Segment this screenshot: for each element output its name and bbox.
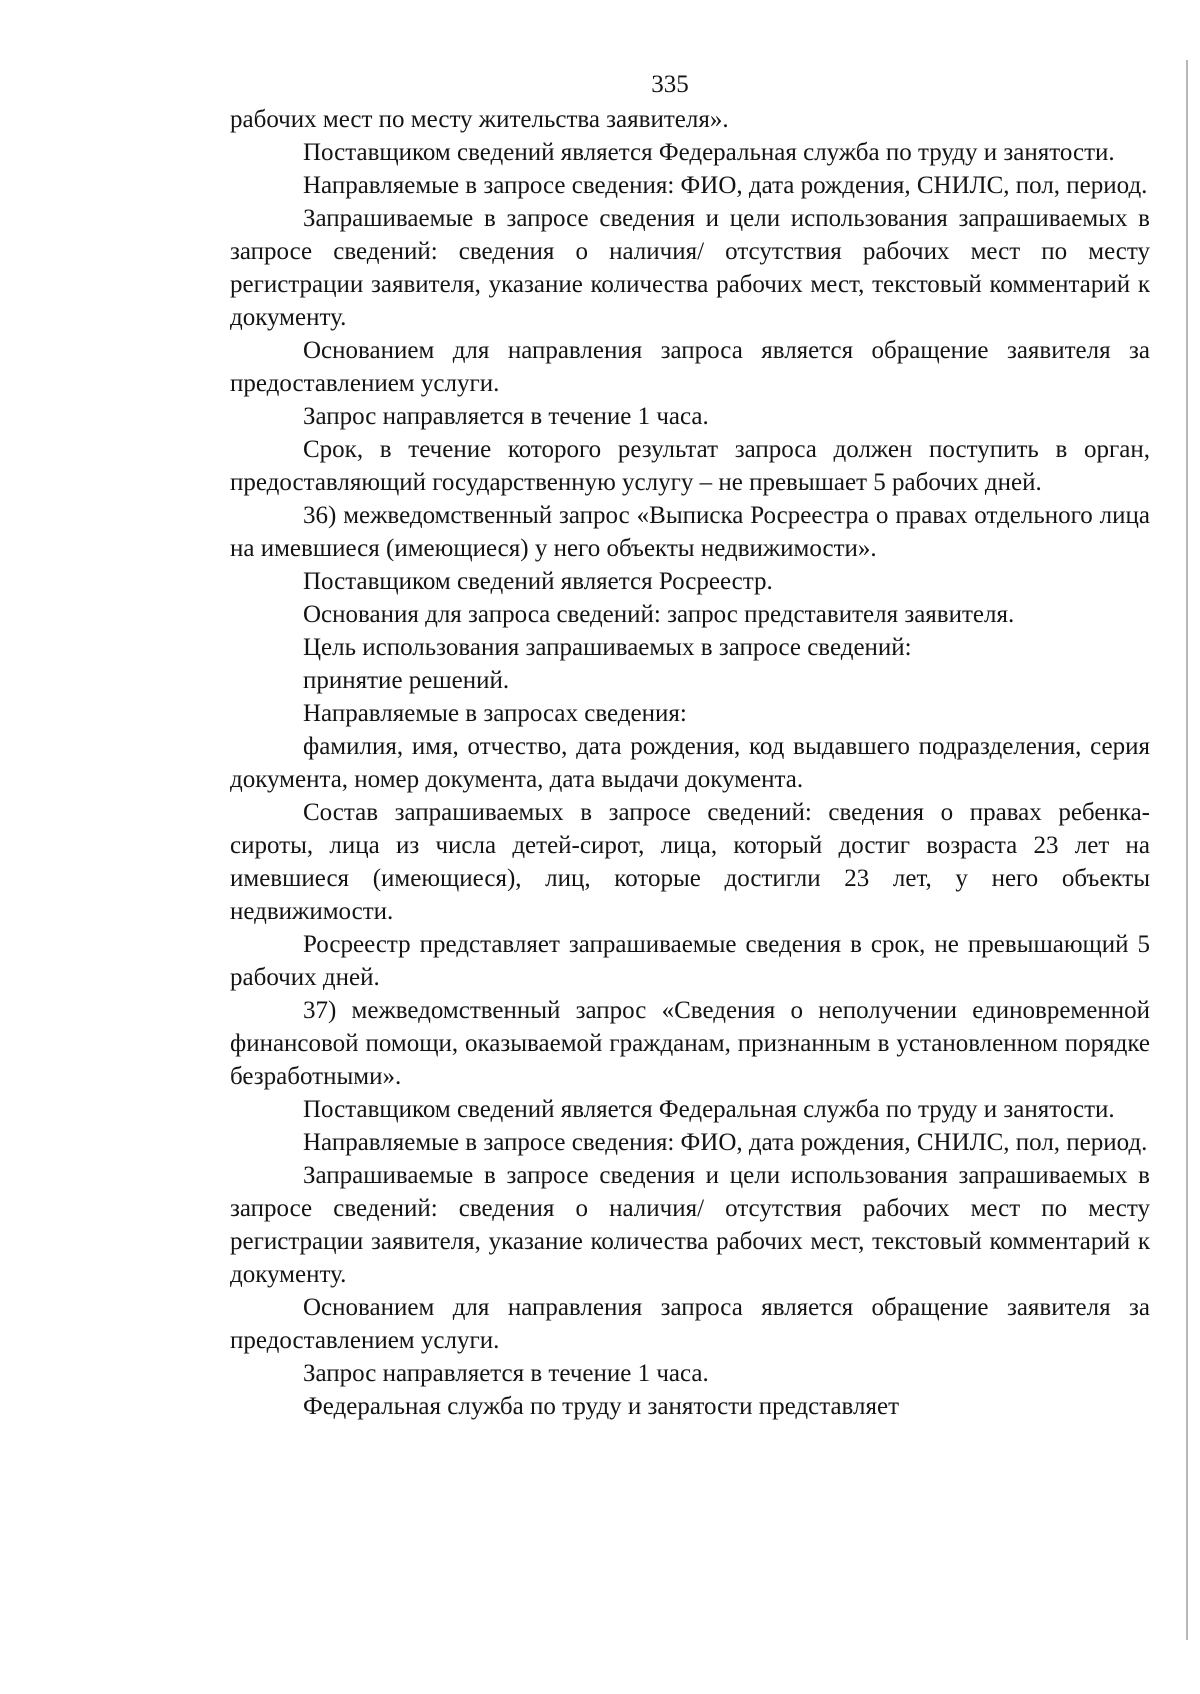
paragraph: Поставщиком сведений является Росреестр.: [303, 568, 773, 595]
paragraph: Запрашиваемые в запросе сведения и цели использования запрашиваемых в запросе сведений: сведения о наличия/ отсутствия рабочих мест по месту регистрации заявителя, указание количества рабочих мест, текстовый комментарий к документу.: [230, 1162, 1150, 1288]
page-number: 335: [651, 71, 689, 98]
paragraph: Направляемые в запросах сведения:: [303, 700, 687, 727]
paragraph: Поставщиком сведений является Федеральная служба по труду и занятости.: [303, 1096, 1115, 1123]
paragraph-item-36: 36) межведомственный запрос «Выписка Росреестра о правах отдельного лица на имевшиеся (имеющиеся) у него объекты недвижимости».: [230, 502, 1150, 562]
paragraph: Состав запрашиваемых в запросе сведений: сведения о правах ребенка-сироты, лица из числа детей-сирот, лица, который достиг возраста 23 лет на имевшиеся (имеющиеся), лиц, которые достигли 23 лет, у него объекты недвижимости.: [230, 799, 1150, 925]
paragraph: фамилия, имя, отчество, дата рождения, код выдавшего подразделения, серия документа, номер документа, дата выдачи документа.: [230, 733, 1150, 793]
paragraph: Основанием для направления запроса является обращение заявителя за предоставлением услуги.: [230, 337, 1150, 397]
paragraph: Запрос направляется в течение 1 часа.: [303, 1360, 709, 1387]
paragraph: Росреестр представляет запрашиваемые сведения в срок, не превышающий 5 рабочих дней.: [230, 931, 1150, 991]
paragraph: Направляемые в запросе сведения: ФИО, дата рождения, СНИЛС, пол, период.: [303, 172, 1148, 199]
paragraph: Запрашиваемые в запросе сведения и цели использования запрашиваемых в запросе сведений: сведения о наличия/ отсутствия рабочих мест по месту регистрации заявителя, указание количества рабочих мест, текстовый комментарий к документу.: [230, 205, 1150, 331]
paragraph-item-37: 37) межведомственный запрос «Сведения о неполучении единовременной финансовой помощи, оказываемой гражданам, признанным в установленном порядке безработными».: [230, 997, 1150, 1090]
paragraph: Основания для запроса сведений: запрос представителя заявителя.: [303, 601, 1015, 628]
paragraph: Срок, в течение которого результат запроса должен поступить в орган, предоставляющий государственную услугу – не превышает 5 рабочих дней.: [230, 436, 1150, 496]
paragraph-continuation: рабочих мест по месту жительства заявителя».: [230, 106, 729, 133]
paragraph: Направляемые в запросе сведения: ФИО, дата рождения, СНИЛС, пол, период.: [303, 1129, 1148, 1156]
paragraph: Поставщиком сведений является Федеральная служба по труду и занятости.: [303, 139, 1115, 166]
paragraph: принятие решений.: [303, 667, 510, 694]
paragraph: Основанием для направления запроса является обращение заявителя за предоставлением услуги.: [230, 1294, 1150, 1354]
paragraph: Цель использования запрашиваемых в запросе сведений:: [303, 634, 912, 661]
document-body: [230, 103, 1150, 1423]
paragraph: Запрос направляется в течение 1 часа.: [303, 403, 709, 430]
paragraph-truncated: Федеральная служба по труду и занятости представляет: [303, 1393, 900, 1420]
scan-edge-line: [1186, 60, 1188, 1640]
